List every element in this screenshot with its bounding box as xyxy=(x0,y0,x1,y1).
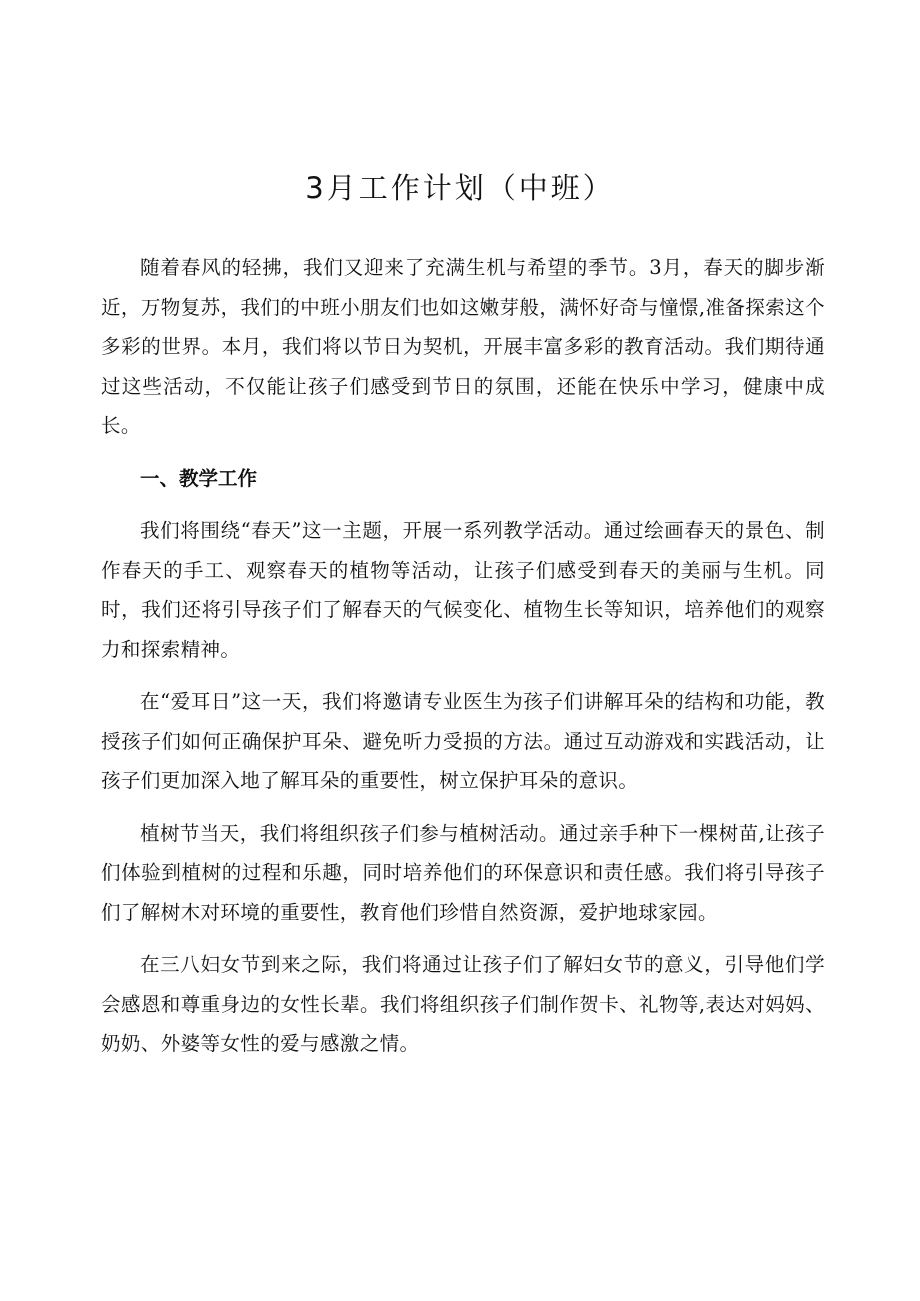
paragraph-arbor-day: 植树节当天，我们将组织孩子们参与植树活动。通过亲手种下一棵树苗,让孩子们体验到植树的过程和乐趣，同时培养他们的环保意识和责任感。我们将引导孩子们了解树木对环境的重要性，教育他们珍惜自然资源，爱护地球家园。 xyxy=(101,821,825,924)
intro-paragraph: 随着春风的轻拂，我们又迎来了充满生机与希望的季节。3月，春天的脚步渐近，万物复苏，我们的中班小朋友们也如这嫩芽般，满怀好奇与憧憬,准备探索这个多彩的世界。本月，我们将以节日为契机，开展丰富多彩的教育活动。我们期待通过这些活动，不仅能让孩子们感受到节日的氛围，还能在快乐中学习，健康中成长。 xyxy=(101,256,825,437)
section-heading-teaching: 一、教学工作 xyxy=(140,466,258,490)
paragraph-ear-day: 在“爱耳日”这一天，我们将邀请专业医生为孩子们讲解耳朵的结构和功能，教授孩子们如何正确保护耳朵、避免听力受损的方法。通过互动游戏和实践活动，让孩子们更加深入地了解耳朵的重要性，树立保护耳朵的意识。 xyxy=(101,690,825,792)
paragraph-womens-day: 在三八妇女节到来之际，我们将通过让孩子们了解妇女节的意义，引导他们学会感恩和尊重身边的女性长辈。我们将组织孩子们制作贺卡、礼物等,表达对妈妈、奶奶、外婆等女性的爱与感激之情。 xyxy=(101,953,825,1055)
page-title: 3月工作计划（中班） xyxy=(305,171,615,205)
document-body xyxy=(101,248,825,1077)
paragraph-spring-theme: 我们将围绕“春天”这一主题，开展一系列教学活动。通过绘画春天的景色、制作春天的手工、观察春天的植物等活动，让孩子们感受到春天的美丽与生机。同时，我们还将引导孩子们了解春天的气候变化、植物生长等知识，培养他们的观察力和探索精神。 xyxy=(101,519,825,661)
